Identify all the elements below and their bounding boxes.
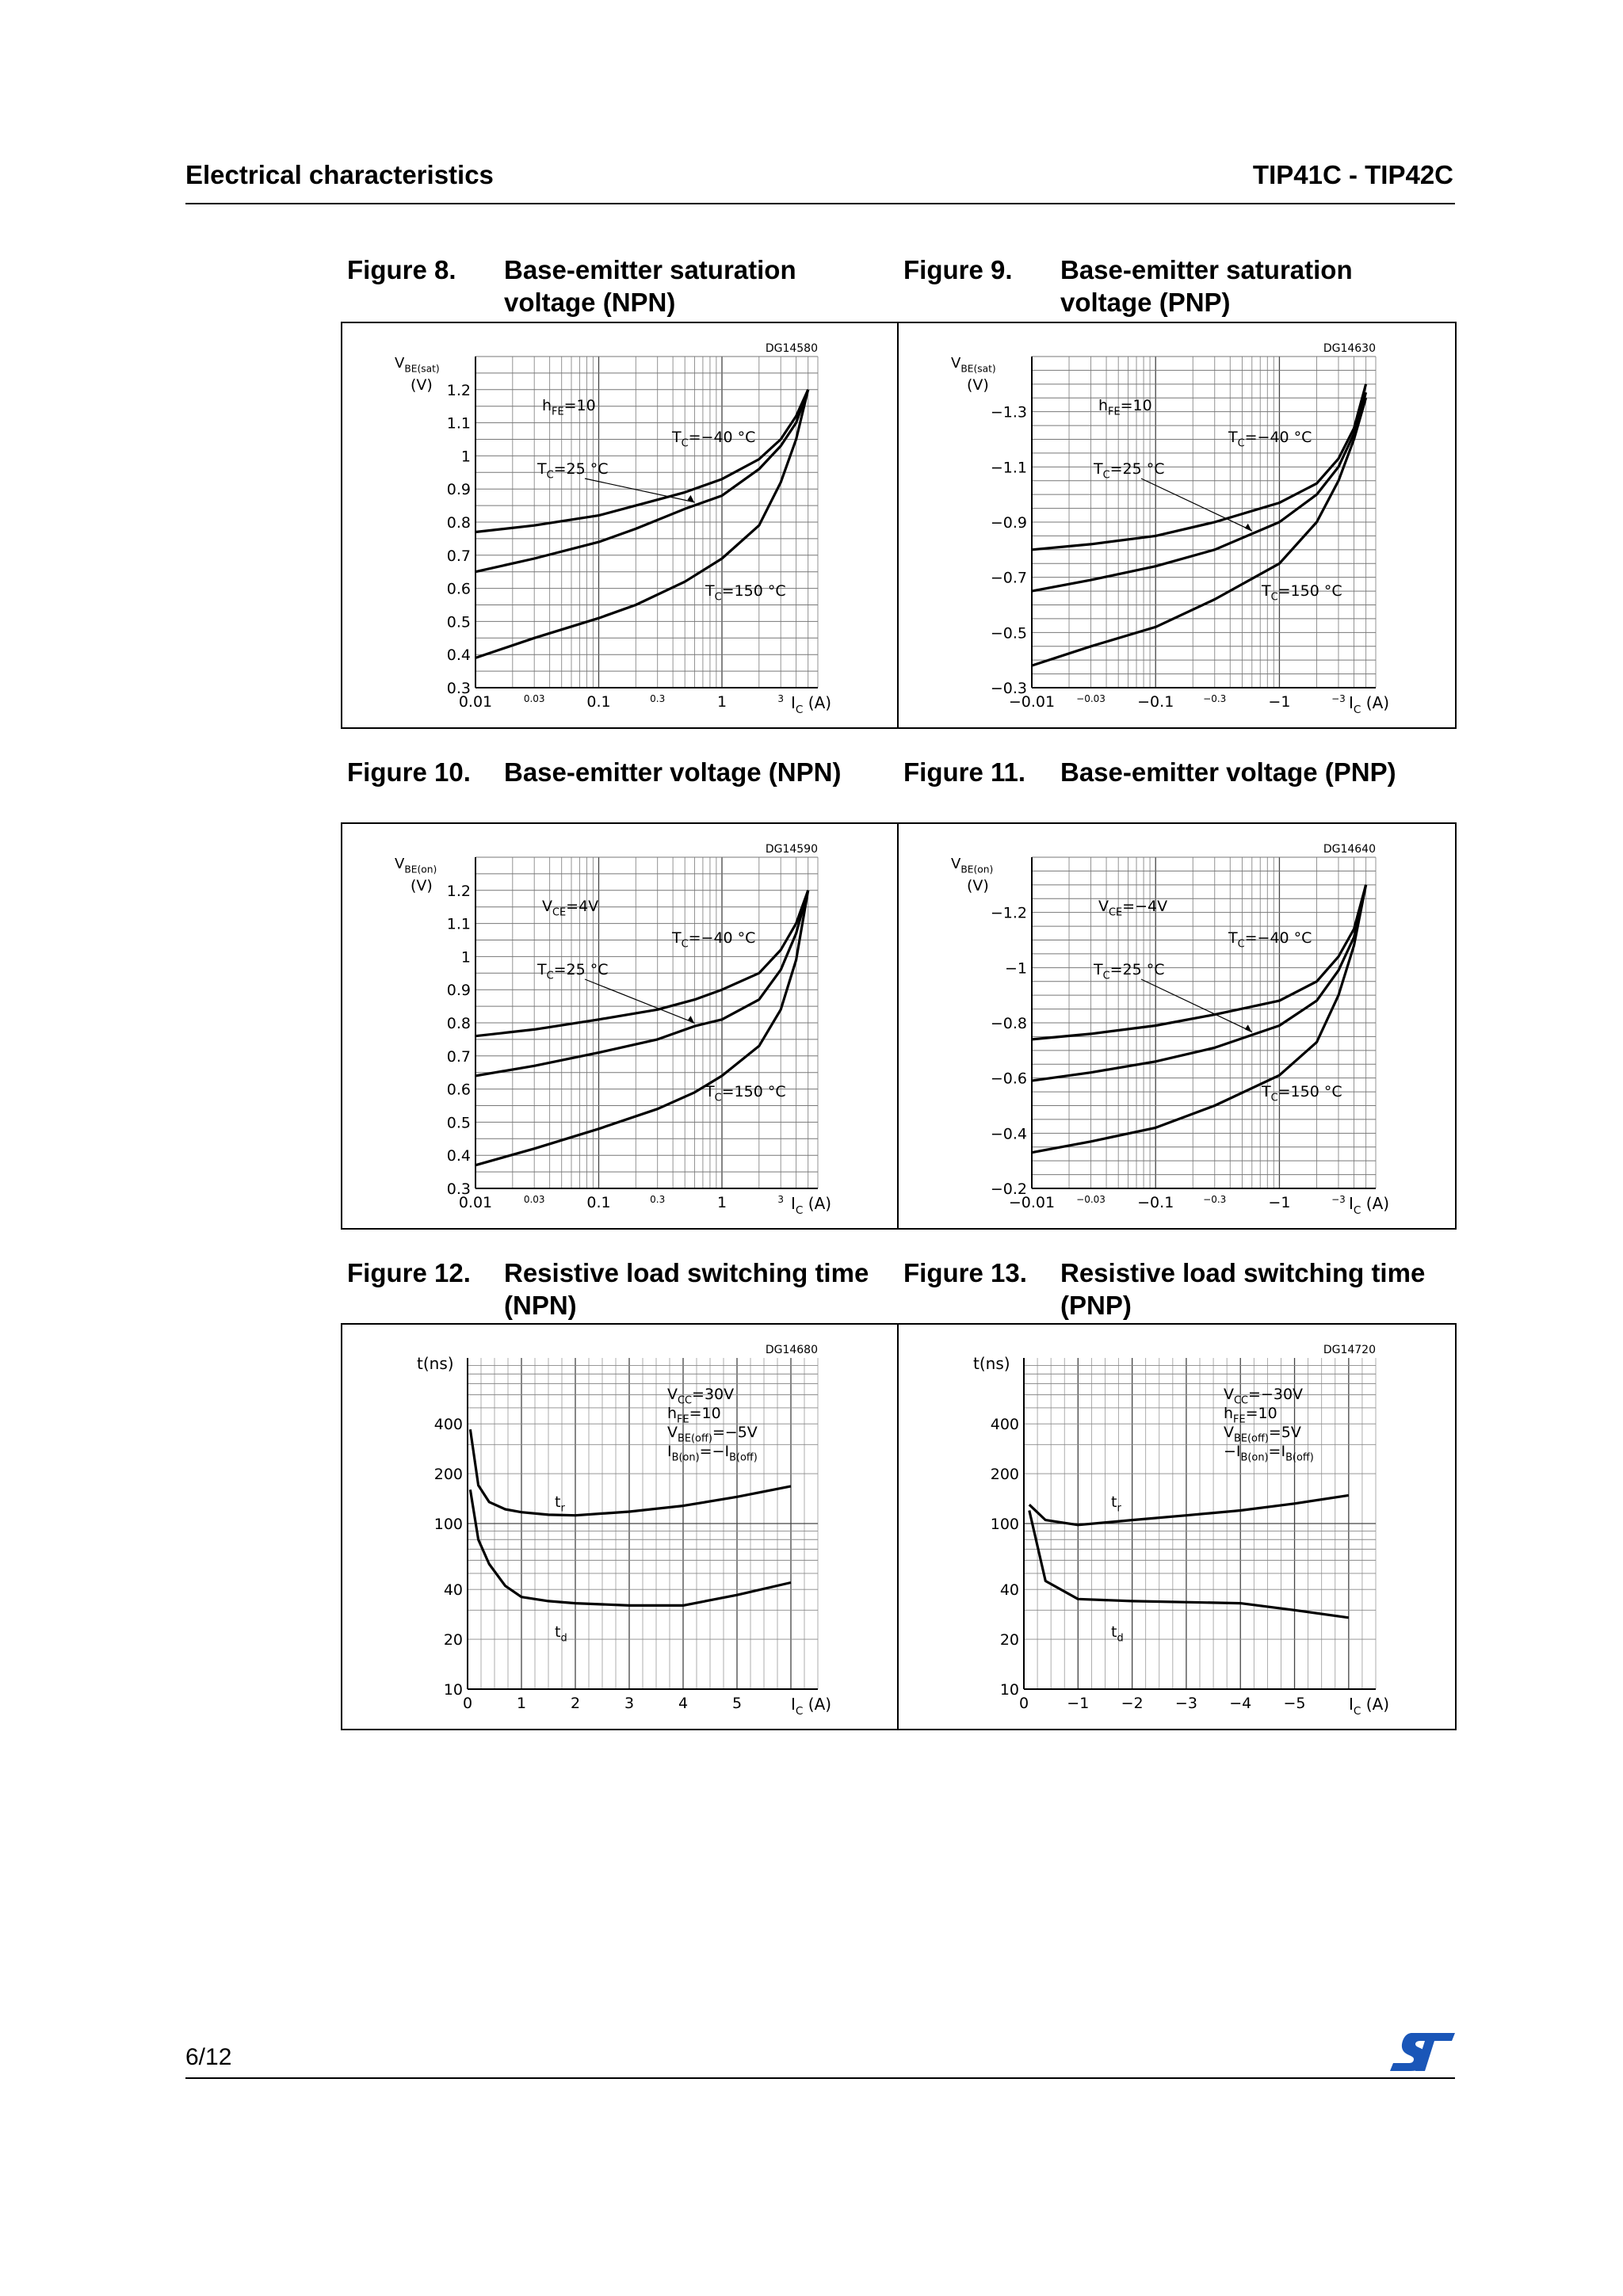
condition-label-0-main: V: [1224, 1386, 1234, 1403]
condition-label-3: [1224, 1443, 1314, 1464]
y-tick-label: −1: [1004, 959, 1027, 978]
y-tick-label: 0.7: [446, 547, 471, 565]
y-axis-unit: (V): [967, 877, 989, 894]
y-tick-label: 400: [433, 1416, 463, 1434]
x-axis-label-rest: (A): [1361, 693, 1390, 712]
x-axis-label-sub: C: [795, 704, 804, 716]
x-axis-label-sub: C: [1353, 1705, 1361, 1718]
y-tick-label: 0.6: [446, 1081, 471, 1099]
series-label-leader: [585, 479, 695, 502]
condition-label-0: [1224, 1386, 1303, 1407]
figure-title-line2: (PNP): [1060, 1291, 1132, 1320]
y-tick-label: 0.5: [446, 613, 471, 631]
x-axis-label-sub: C: [1353, 704, 1361, 716]
x-axis-label-main: I: [791, 1695, 796, 1714]
series-label-0-main: T: [1228, 429, 1238, 446]
x-tick-label: 3: [777, 693, 785, 704]
series-label-0: [1111, 1493, 1121, 1515]
x-axis-label: [791, 1695, 831, 1718]
series-label-1-main: T: [1094, 460, 1103, 478]
page-number: 6/12: [185, 2044, 232, 2070]
series-label-1: [537, 460, 609, 482]
condition-label-3-rest: =I: [1268, 1443, 1286, 1460]
chart-grid: [1032, 357, 1376, 688]
series-label-2-main: T: [705, 582, 715, 600]
condition-label-3: [667, 1443, 758, 1464]
y-tick-label: −0.3: [990, 680, 1027, 697]
y-axis-label: [395, 355, 440, 374]
x-axis-label-sub: C: [795, 1705, 804, 1718]
y-tick-label: −0.5: [990, 624, 1027, 643]
y-tick-label: −0.6: [990, 1070, 1027, 1088]
condition-label-1: [1224, 1405, 1277, 1426]
x-axis-label-rest: (A): [1361, 1194, 1390, 1213]
y-tick-label: 0.3: [446, 1180, 471, 1198]
y-tick-label: 100: [990, 1516, 1019, 1533]
chart-fig11-vbeon-pnp: [899, 824, 1455, 1228]
y-tick-label: 40: [443, 1581, 463, 1600]
series-label-1-main: T: [1094, 961, 1103, 978]
x-axis-label: [1349, 1194, 1389, 1217]
series-label-arrow: [1245, 524, 1252, 532]
y-axis-label-sub: BE(on): [404, 864, 437, 875]
chart-fig10-vbeon-npn: [342, 824, 897, 1228]
x-tick-label: 5: [731, 1695, 743, 1712]
x-tick-label: 0: [1018, 1695, 1029, 1712]
condition-label: [542, 898, 598, 919]
series-label-1-sub: C: [1102, 970, 1110, 982]
y-tick-label: 1.1: [446, 414, 471, 433]
x-tick-label: −2: [1121, 1695, 1144, 1712]
y-tick-label: 0.3: [446, 680, 471, 697]
figure-number: Figure 9.: [903, 255, 1013, 284]
series-label-0-sub: r: [560, 1502, 565, 1515]
y-axis-label-main: V: [951, 856, 961, 872]
x-axis-label-main: I: [1349, 693, 1354, 712]
condition-label-0-rest: =−30V: [1248, 1386, 1304, 1403]
condition-label-3-sub2: B(off): [1285, 1451, 1314, 1464]
series-label-1: [1093, 961, 1165, 982]
series-label-leader: [585, 979, 695, 1023]
x-axis-label-main: I: [1349, 1695, 1354, 1714]
y-tick-label: 1.2: [446, 882, 471, 900]
condition-label-1: [667, 1405, 721, 1426]
x-axis-label-rest: (A): [803, 693, 832, 712]
figure-title-line1: Base-emitter saturation: [1060, 255, 1353, 284]
series-label-0-main: T: [672, 429, 682, 446]
chart-grid: [1032, 857, 1376, 1188]
condition-label-3-rest: =−I: [699, 1443, 730, 1460]
x-tick-label: −1: [1067, 1695, 1090, 1712]
series-line-1: [1029, 1511, 1349, 1618]
condition-label-2: [667, 1424, 758, 1445]
y-axis-label: [951, 856, 993, 875]
condition-label-0: [667, 1386, 734, 1407]
condition-label-sub: CE: [552, 906, 567, 919]
y-axis-label: [395, 856, 437, 875]
x-axis-label-main: I: [1349, 1194, 1354, 1213]
series-label-2-main: T: [1262, 1083, 1271, 1100]
part-number: TIP41C - TIP42C: [1252, 160, 1453, 189]
series-label-1: [1111, 1623, 1124, 1645]
series-line-0: [1032, 885, 1366, 1039]
series-line-2: [475, 891, 808, 1165]
series-label-0-sub: r: [1117, 1502, 1121, 1515]
x-axis-label-main: I: [791, 693, 796, 712]
x-tick-label: 4: [678, 1695, 689, 1712]
y-tick-label: 0.5: [446, 1114, 471, 1132]
condition-label-3-main: I: [667, 1443, 672, 1460]
y-tick-label: 1: [460, 448, 471, 466]
condition-label-2-sub: BE(off): [1234, 1432, 1269, 1445]
chart-code: DG14640: [1323, 843, 1376, 856]
x-tick-label: −3: [1331, 693, 1346, 704]
condition-label-main: h: [542, 397, 552, 414]
x-tick-label: −3: [1174, 1695, 1197, 1712]
condition-label-3-main: I: [1235, 1443, 1241, 1460]
x-axis-label: [1349, 693, 1389, 716]
condition-label-rest: =4V: [566, 898, 599, 915]
x-tick-label: −0.1: [1137, 693, 1174, 711]
series-label-0: [671, 429, 755, 450]
condition-label-0-sub: CC: [1234, 1394, 1249, 1407]
condition-label-rest: =10: [563, 397, 596, 414]
chart-fig8-vbesat-npn: [342, 323, 897, 727]
series-line-2: [475, 390, 808, 658]
series-label-0: [1228, 929, 1312, 951]
series-label-2-sub: C: [714, 591, 722, 604]
series-line-0: [475, 390, 808, 532]
condition-label-0-rest: =30V: [692, 1386, 735, 1403]
y-axis-label: [951, 355, 996, 374]
x-tick-label: 0.1: [586, 693, 611, 711]
y-axis-label: t(ns): [417, 1354, 454, 1373]
condition-label-3-sub: B(on): [1240, 1451, 1269, 1464]
y-axis-unit: (V): [967, 376, 989, 394]
x-tick-label: 2: [570, 1695, 581, 1712]
series-label-1: [555, 1623, 567, 1645]
x-axis-label: [1349, 1695, 1389, 1718]
condition-label-1-rest: =10: [689, 1405, 721, 1422]
condition-label-main: V: [1098, 898, 1109, 915]
series-label-2-main: T: [705, 1083, 715, 1100]
figure-number: Figure 10.: [347, 757, 471, 787]
figure-title-line1: Resistive load switching time: [504, 1258, 869, 1287]
series-label-1-sub: d: [560, 1632, 567, 1645]
y-axis-label: t(ns): [973, 1354, 1010, 1373]
footer-rule: [185, 2077, 1455, 2079]
chart-panel-fig12: [341, 1323, 899, 1730]
series-label-0-rest: =−40 °C: [1244, 929, 1312, 947]
x-tick-label: 0: [462, 1695, 473, 1712]
condition-label-3-sub: B(on): [671, 1451, 700, 1464]
figure-title-line1: Base-emitter voltage (PNP): [1060, 757, 1396, 787]
y-tick-label: −0.9: [990, 514, 1027, 532]
series-label-1-main: T: [537, 460, 547, 478]
y-tick-label: −1.1: [990, 459, 1027, 477]
series-label-2-sub: C: [714, 1092, 722, 1104]
series-label-1-sub: C: [546, 469, 554, 482]
series-label-0-main: T: [672, 929, 682, 947]
x-tick-label: 0.01: [458, 1194, 493, 1211]
y-tick-label: 0.9: [446, 982, 471, 1000]
series-label-0-sub: C: [1237, 437, 1245, 450]
condition-label-1-main: h: [1224, 1405, 1234, 1422]
series-label-2: [705, 1083, 786, 1104]
figure-number: Figure 13.: [903, 1258, 1027, 1287]
figure-title-line1: Base-emitter saturation: [504, 255, 796, 284]
x-axis-label-main: I: [791, 1194, 796, 1213]
x-tick-label: −4: [1229, 1695, 1252, 1712]
series-label-2-rest: =150 °C: [1277, 582, 1342, 600]
series-label-2-rest: =150 °C: [721, 582, 786, 600]
y-tick-label: −1.3: [990, 403, 1027, 421]
x-tick-label: −0.03: [1076, 1194, 1106, 1205]
condition-label-1-rest: =10: [1245, 1405, 1277, 1422]
series-label-0-main: T: [1228, 929, 1238, 947]
x-axis-label: [791, 693, 831, 716]
series-label-2-rest: =150 °C: [721, 1083, 786, 1100]
figure-title-line2: voltage (NPN): [504, 288, 676, 317]
series-line-1: [470, 1489, 791, 1605]
condition-label-2-rest: =−5V: [712, 1424, 758, 1441]
series-label-1: [1093, 460, 1165, 482]
y-tick-label: 100: [433, 1516, 463, 1533]
condition-label-sub: CE: [1109, 906, 1123, 919]
x-tick-label: −3: [1331, 1194, 1346, 1205]
x-tick-label: 0.03: [523, 693, 545, 704]
series-label-1-sub: d: [1117, 1632, 1124, 1645]
condition-label-main: V: [542, 898, 552, 915]
section-title: Electrical characteristics: [185, 160, 494, 189]
series-line-0: [1029, 1495, 1349, 1524]
y-tick-label: 10: [999, 1681, 1019, 1699]
series-label-0-sub: C: [681, 437, 689, 450]
series-label-0-sub: C: [1237, 938, 1245, 951]
st-logo-icon: [1388, 2030, 1457, 2074]
x-axis-label: [791, 1194, 831, 1217]
y-axis-label-main: V: [395, 856, 405, 872]
x-tick-label: −1: [1268, 693, 1291, 711]
condition-label-rest: =10: [1120, 397, 1152, 414]
y-tick-label: 1.1: [446, 915, 471, 933]
x-tick-label: 0.3: [650, 1194, 666, 1205]
x-axis-label-sub: C: [795, 1204, 804, 1217]
y-axis-label-sub: BE(on): [960, 864, 994, 875]
y-tick-label: 0.6: [446, 580, 471, 598]
series-label-0-sub: C: [681, 938, 689, 951]
condition-label-3-pre: −: [1224, 1443, 1236, 1460]
series-line-0: [470, 1429, 791, 1516]
x-tick-label: 1: [716, 1194, 727, 1211]
condition-label-main: h: [1098, 397, 1109, 414]
series-label-2-main: T: [1262, 582, 1271, 600]
chart-grid: [475, 857, 818, 1188]
series-label-1-rest: =25 °C: [553, 961, 609, 978]
header-rule: [185, 203, 1455, 204]
series-label-2-sub: C: [1270, 591, 1278, 604]
figure-number: Figure 12.: [347, 1258, 471, 1287]
y-tick-label: 200: [433, 1466, 463, 1484]
series-label-2: [705, 582, 786, 604]
series-label-1-rest: =25 °C: [553, 460, 609, 478]
y-tick-label: 20: [999, 1631, 1019, 1650]
x-tick-label: −5: [1283, 1695, 1306, 1712]
chart-code: DG14590: [765, 843, 818, 856]
chart-fig12-switching-npn: [342, 1325, 897, 1729]
y-tick-label: 0.8: [446, 1015, 471, 1032]
series-label-1-rest: =25 °C: [1109, 460, 1165, 478]
x-tick-label: 1: [716, 693, 727, 711]
x-tick-label: 0.03: [523, 1194, 545, 1205]
condition-label-2-main: V: [1224, 1424, 1234, 1441]
x-axis-label-rest: (A): [1361, 1695, 1390, 1714]
x-axis-label-rest: (A): [803, 1194, 832, 1213]
series-label-0-main: t: [1111, 1493, 1117, 1511]
figure-title-line2: voltage (PNP): [1060, 288, 1231, 317]
condition-label: [1098, 898, 1167, 919]
y-axis-unit: (V): [411, 376, 433, 394]
y-axis-label-sub: BE(sat): [960, 363, 996, 375]
series-label-2: [1261, 582, 1342, 604]
y-axis-label-main: V: [951, 355, 961, 372]
x-tick-label: 3: [624, 1695, 635, 1712]
condition-label-3-sub2: B(off): [729, 1451, 758, 1464]
series-label-2-rest: =150 °C: [1277, 1083, 1342, 1100]
y-axis-unit: (V): [411, 877, 433, 894]
figure-title-line1: Base-emitter voltage (NPN): [504, 757, 842, 787]
chart-code: DG14580: [765, 342, 818, 355]
y-tick-label: 0.9: [446, 481, 471, 499]
condition-label-2-sub: BE(off): [678, 1432, 712, 1445]
y-tick-label: −1.2: [990, 904, 1027, 922]
x-tick-label: 3: [777, 1194, 785, 1205]
series-label-0: [1228, 429, 1312, 450]
chart-panel-fig9: [897, 322, 1457, 729]
chart-grid: [475, 357, 818, 688]
x-tick-label: −0.3: [1203, 1194, 1227, 1205]
x-tick-label: −0.01: [1008, 693, 1056, 711]
figure-title-line1: Resistive load switching time: [1060, 1258, 1426, 1287]
condition-label-1-main: h: [667, 1405, 678, 1422]
x-tick-label: 0.01: [458, 693, 493, 711]
series-label-2-sub: C: [1270, 1092, 1278, 1104]
y-tick-label: 200: [990, 1466, 1019, 1484]
y-tick-label: −0.8: [990, 1015, 1027, 1032]
condition-label: [542, 397, 596, 418]
series-label-1-main: t: [1111, 1623, 1117, 1641]
series-label-leader: [1141, 479, 1252, 531]
series-label-1-rest: =25 °C: [1109, 961, 1165, 978]
figure-number: Figure 11.: [903, 757, 1026, 787]
figure-number: Figure 8.: [347, 255, 456, 284]
series-line-2: [1032, 398, 1366, 666]
chart-code: DG14680: [765, 1344, 818, 1356]
condition-label-2: [1224, 1424, 1301, 1445]
y-tick-label: 0.8: [446, 514, 471, 532]
y-tick-label: 40: [999, 1581, 1019, 1600]
y-tick-label: 0.4: [446, 1147, 471, 1165]
x-tick-label: −0.1: [1137, 1194, 1174, 1211]
condition-label-sub: FE: [1108, 406, 1121, 418]
chart-panel-fig11: [897, 822, 1457, 1230]
chart-fig9-vbesat-pnp: [899, 323, 1455, 727]
series-label-1-main: t: [555, 1623, 561, 1641]
series-line-1: [475, 390, 808, 572]
chart-code: DG14630: [1323, 342, 1376, 355]
y-tick-label: 20: [443, 1631, 463, 1650]
y-axis-label-main: V: [395, 355, 405, 372]
y-tick-label: 1: [460, 948, 471, 967]
series-label-1-main: T: [537, 961, 547, 978]
series-label-0-rest: =−40 °C: [1244, 429, 1312, 446]
x-axis-label-sub: C: [1353, 1204, 1361, 1217]
series-label-0: [555, 1493, 565, 1515]
chart-panel-fig10: [341, 822, 899, 1230]
series-label-1: [537, 961, 609, 982]
chart-panel-fig8: [341, 322, 899, 729]
x-tick-label: −0.03: [1076, 693, 1106, 704]
x-tick-label: −1: [1268, 1194, 1291, 1211]
chart-fig13-switching-pnp: [899, 1325, 1455, 1729]
series-label-2: [1261, 1083, 1342, 1104]
y-tick-label: −0.2: [990, 1180, 1027, 1198]
condition-label-2-main: V: [667, 1424, 678, 1441]
x-axis-label-rest: (A): [803, 1695, 832, 1714]
condition-label-1-sub: FE: [677, 1413, 689, 1426]
series-label-1-sub: C: [546, 970, 554, 982]
series-label-1-sub: C: [1102, 469, 1110, 482]
condition-label-1-sub: FE: [1233, 1413, 1246, 1426]
x-tick-label: 0.3: [650, 693, 666, 704]
series-label-0-rest: =−40 °C: [688, 929, 756, 947]
condition-label-rest: =−4V: [1122, 898, 1168, 915]
series-label-0-main: t: [555, 1493, 561, 1511]
y-axis-label-sub: BE(sat): [404, 363, 440, 375]
x-tick-label: 0.1: [586, 1194, 611, 1211]
series-label-0-rest: =−40 °C: [688, 429, 756, 446]
series-label-arrow: [1245, 1024, 1252, 1032]
y-tick-label: 10: [443, 1681, 463, 1699]
series-line-1: [1032, 392, 1366, 591]
condition-label-0-sub: CC: [678, 1394, 693, 1407]
chart-grid: [468, 1358, 818, 1689]
y-tick-label: 0.7: [446, 1047, 471, 1066]
chart-code: DG14720: [1323, 1344, 1376, 1356]
x-tick-label: 1: [516, 1695, 527, 1712]
condition-label-sub: FE: [552, 406, 564, 418]
condition-label-2-rest: =5V: [1268, 1424, 1301, 1441]
series-line-0: [475, 891, 808, 1036]
y-tick-label: 400: [990, 1416, 1019, 1434]
chart-panel-fig13: [897, 1323, 1457, 1730]
y-tick-label: −0.7: [990, 569, 1027, 587]
series-label-0: [671, 929, 755, 951]
x-tick-label: −0.3: [1203, 693, 1227, 704]
y-tick-label: 1.2: [446, 381, 471, 399]
y-tick-label: −0.4: [990, 1125, 1027, 1143]
y-tick-label: 0.4: [446, 646, 471, 665]
condition-label-0-main: V: [667, 1386, 678, 1403]
x-tick-label: −0.01: [1008, 1194, 1056, 1211]
figure-title-line2: (NPN): [504, 1291, 577, 1320]
